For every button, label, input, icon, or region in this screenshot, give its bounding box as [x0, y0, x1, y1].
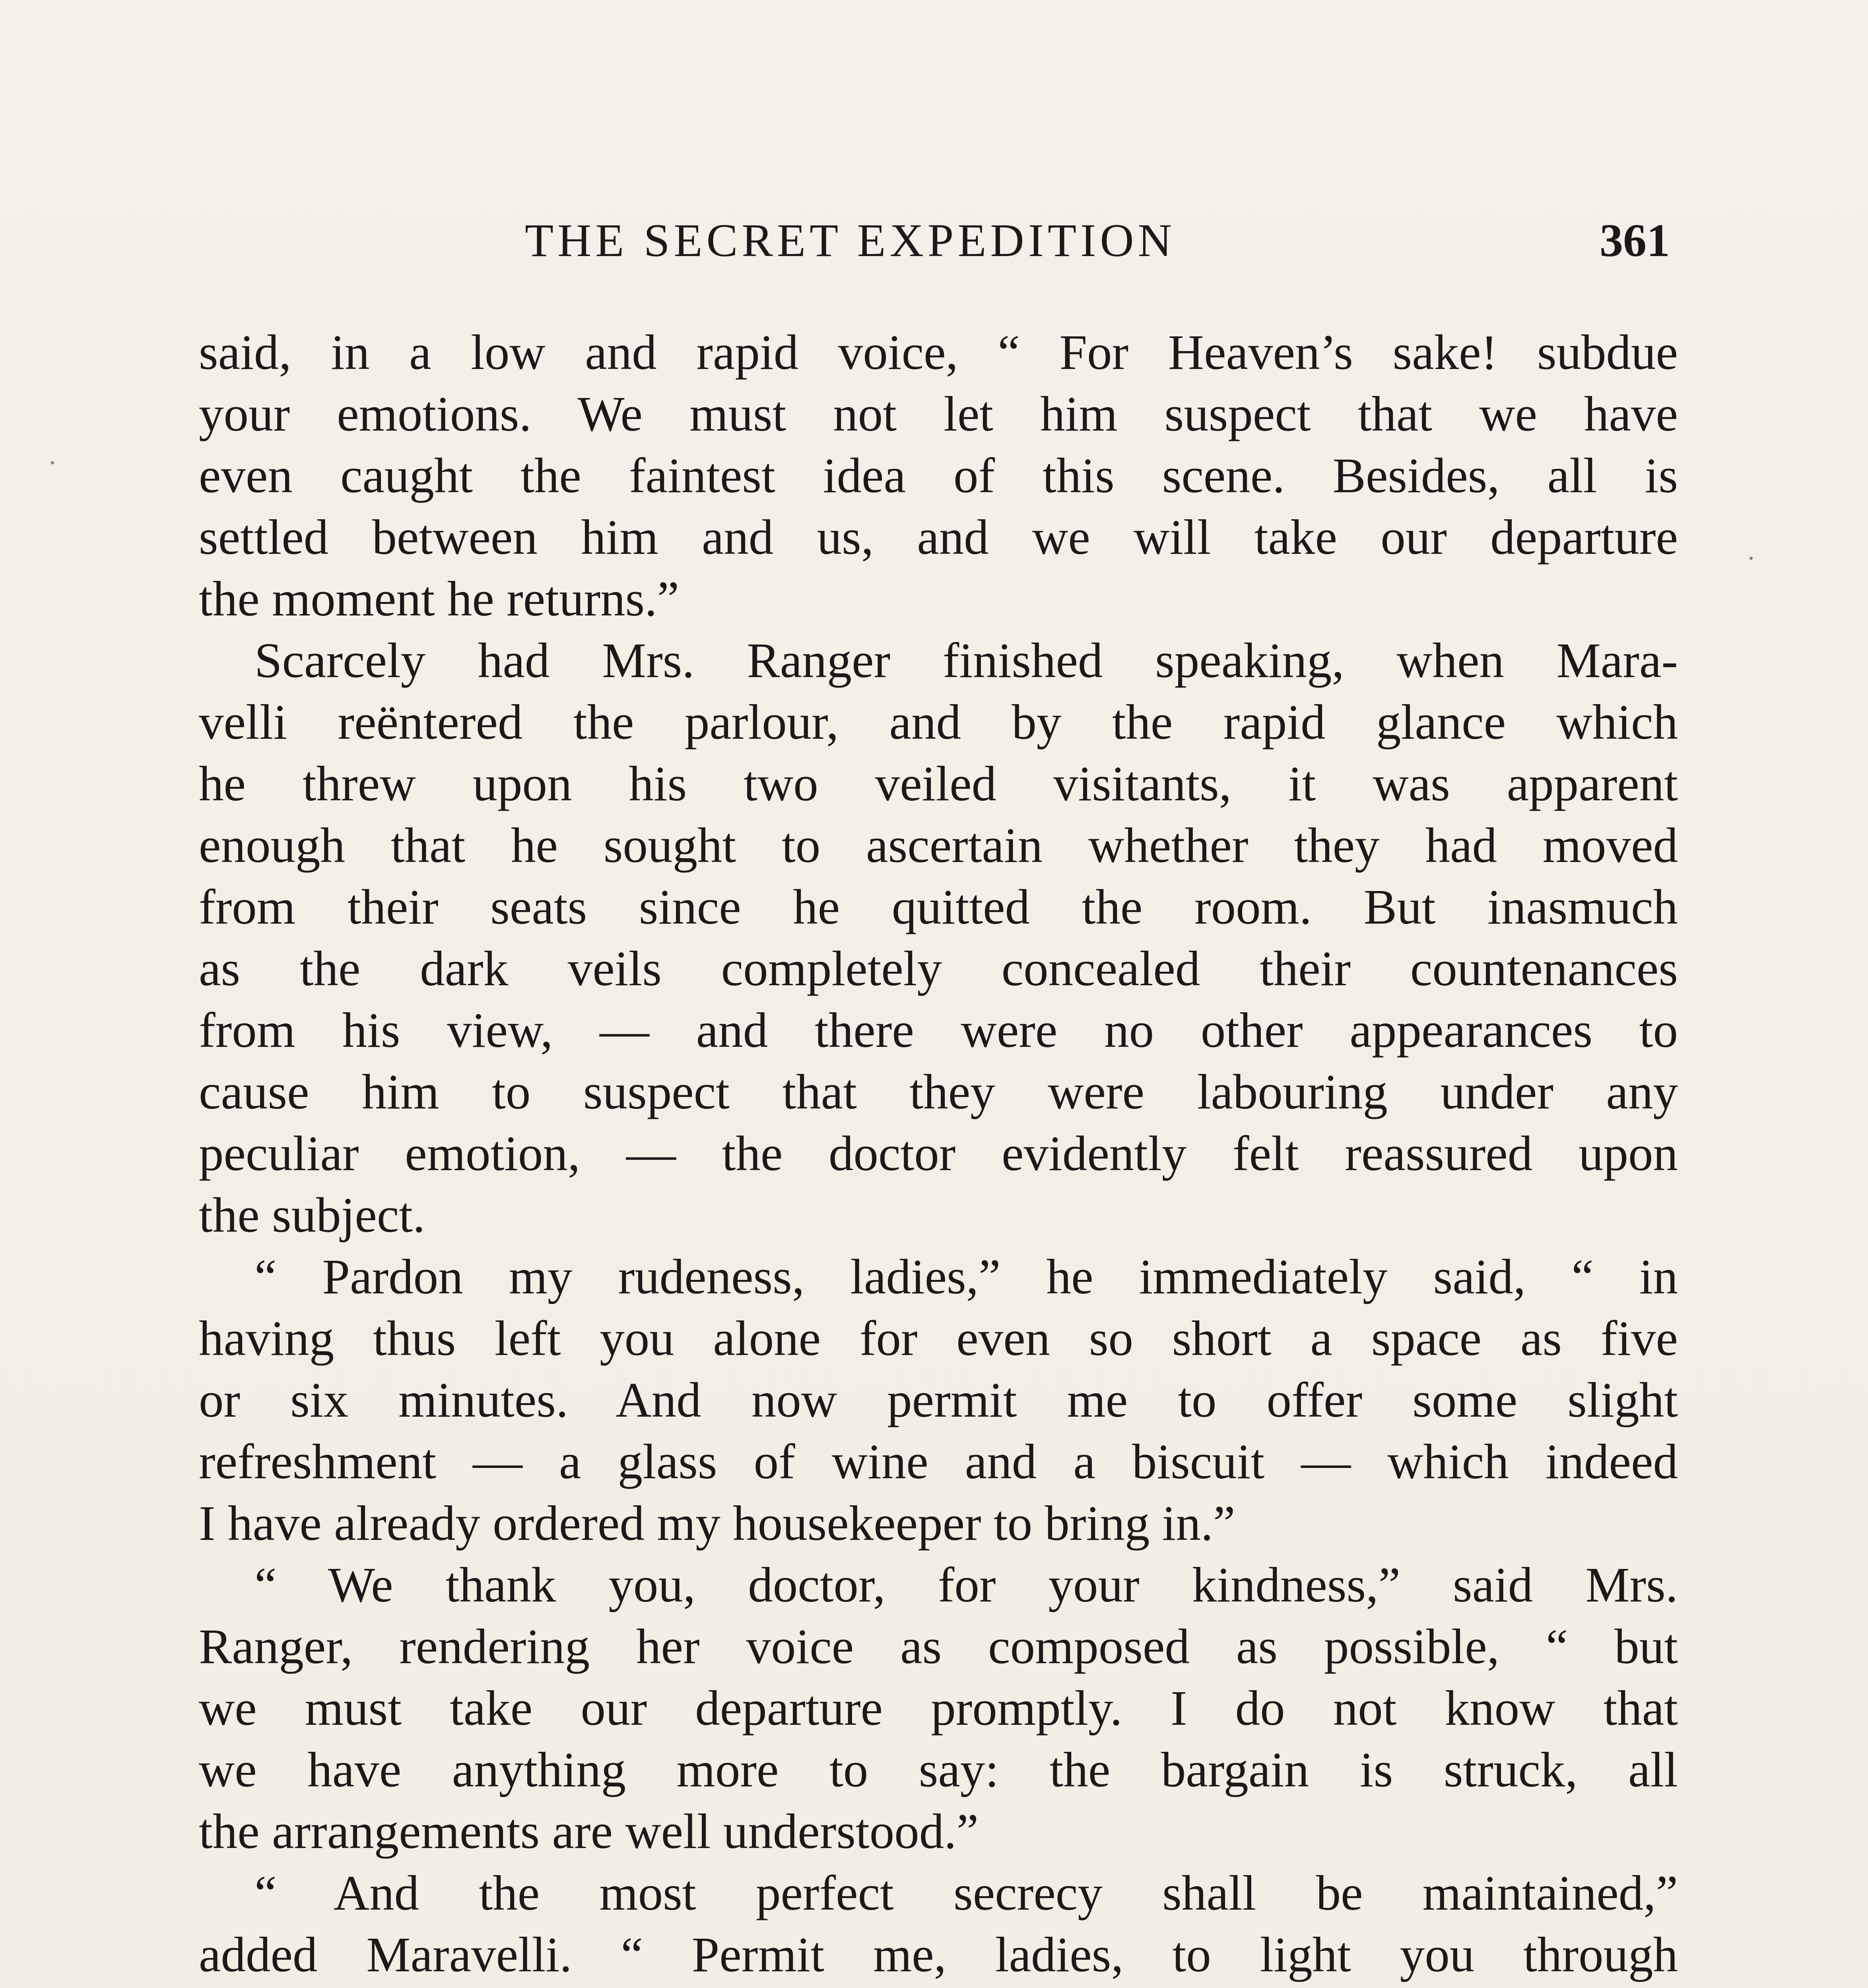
- text-line: your emotions. We must not let him suspect that we have: [199, 387, 1678, 442]
- text-line: [199, 1986, 1678, 1988]
- text-line: added Maravelli. “ Permit me, ladies, to light you through: [199, 1928, 1678, 1982]
- text-line: said, in a low and rapid voice, “ For Heaven’s sake! subdue: [199, 325, 1678, 380]
- text-line: “ Pardon my rudeness, ladies,” he immediately said, “ in: [254, 1250, 1678, 1305]
- text-line: enough that he sought to ascertain whether they had moved: [199, 818, 1678, 873]
- text-line: velli reëntered the parlour, and by the rapid glance which: [199, 695, 1678, 750]
- text-line: or six minutes. And now permit me to offer some slight: [199, 1373, 1678, 1428]
- text-line: we have anything more to say: the bargain is struck, all: [199, 1743, 1678, 1798]
- page-number: 361: [1600, 214, 1670, 266]
- text-line: I have already ordered my housekeeper to bring in.”: [199, 1496, 1235, 1551]
- text-line: from their seats since he quitted the room. But inasmuch: [199, 880, 1678, 935]
- text-line: the arrangements are well understood.”: [199, 1804, 979, 1859]
- text-line: refreshment — a glass of wine and a biscuit — which indeed: [199, 1435, 1678, 1489]
- text-line: Ranger, rendering her voice as composed as possible, “ but: [199, 1619, 1678, 1674]
- paper-speck: [51, 461, 54, 464]
- text-line: settled between him and us, and we will take our departure: [199, 510, 1678, 565]
- text-line: we must take our departure promptly. I do not know that: [199, 1681, 1678, 1736]
- text-line: “ We thank you, doctor, for your kindness,” said Mrs.: [254, 1558, 1678, 1613]
- text-line: having thus left you alone for even so short a space as five: [199, 1311, 1678, 1366]
- text-line: the subject.: [199, 1188, 425, 1243]
- text-line: Scarcely had Mrs. Ranger finished speaking, when Mara-: [254, 633, 1678, 688]
- text-line: cause him to suspect that they were labouring under any: [199, 1065, 1678, 1120]
- text-line: from his view, — and there were no other appearances to: [199, 1003, 1678, 1058]
- body-text: [199, 322, 1678, 1988]
- text-line: the moment he returns.”: [199, 572, 679, 627]
- text-line: even caught the faintest idea of this scene. Besides, all is: [199, 448, 1678, 503]
- text-line: “ And the most perfect secrecy shall be maintained,”: [254, 1866, 1678, 1921]
- text-line: peculiar emotion, — the doctor evidently felt reassured upon: [199, 1126, 1678, 1181]
- text-line: he threw upon his two veiled visitants, it was apparent: [199, 757, 1678, 812]
- text-line: as the dark veils completely concealed their countenances: [199, 942, 1678, 996]
- page-header: [505, 201, 1678, 280]
- running-head: THE SECRET EXPEDITION: [525, 214, 1176, 266]
- paper-speck: [1750, 557, 1753, 560]
